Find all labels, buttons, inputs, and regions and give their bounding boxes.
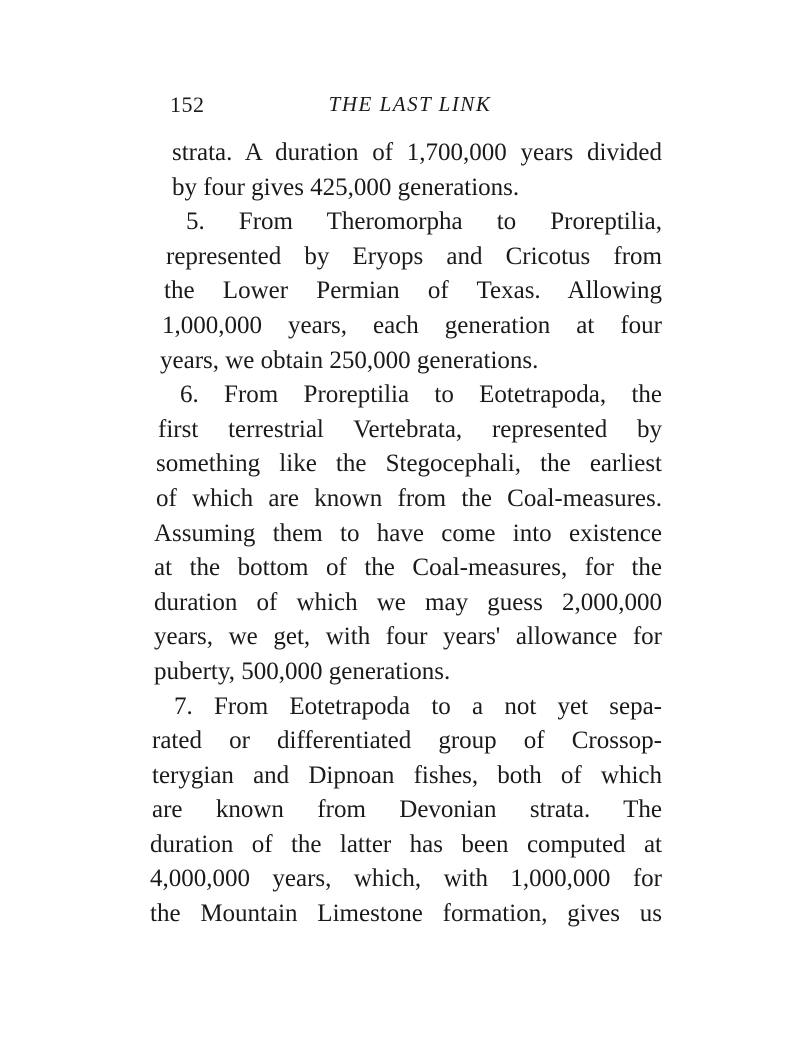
text-line: first terrestrial Vertebrata, represented by	[158, 415, 662, 443]
text-line: 4,000,000 years, which, with 1,000,000 for	[150, 865, 662, 893]
page-number: 152	[170, 92, 205, 117]
paragraph-5-first-line: 5. From Theromorpha to Proreptilia,	[186, 208, 662, 236]
paragraph-7-first-line: 7. From Eotetrapoda to a not yet sepa-	[174, 692, 662, 720]
text-line: the Mountain Limestone formation, gives us	[150, 900, 662, 928]
paragraph-6-first-line: 6. From Proreptilia to Eotetrapoda, the	[180, 381, 662, 409]
text-line: something like the Stegocephali, the earliest	[156, 450, 662, 478]
text-line: 1,000,000 years, each generation at four	[162, 311, 662, 339]
text-line: rated or differentiated group of Crossop-	[152, 727, 662, 755]
text-line: duration of which we may guess 2,000,000	[154, 588, 662, 616]
text-line: duration of the latter has been computed at	[150, 830, 662, 858]
text-line: years, we get, with four years' allowance for	[154, 623, 662, 651]
text-line: represented by Eryops and Cricotus from	[166, 242, 662, 270]
running-head	[170, 92, 650, 122]
text-line: the Lower Permian of Texas. Allowing	[164, 277, 662, 305]
running-title: THE LAST LINK	[328, 92, 492, 116]
text-line: Assuming them to have come into existence	[154, 519, 662, 547]
text-line: at the bottom of the Coal-measures, for the	[154, 554, 662, 582]
text-line: terygian and Dipnoan fishes, both of which	[152, 761, 662, 789]
text-line: strata. A duration of 1,700,000 years divided	[172, 139, 662, 166]
text-line: puberty, 500,000 generations.	[154, 657, 451, 685]
text-line: of which are known from the Coal-measures.	[156, 484, 662, 512]
text-line: by four gives 425,000 generations.	[172, 173, 520, 201]
body-text	[150, 136, 662, 932]
text-line: are known from Devonian strata. The	[152, 796, 662, 824]
text-line: years, we obtain 250,000 generations.	[160, 346, 539, 374]
